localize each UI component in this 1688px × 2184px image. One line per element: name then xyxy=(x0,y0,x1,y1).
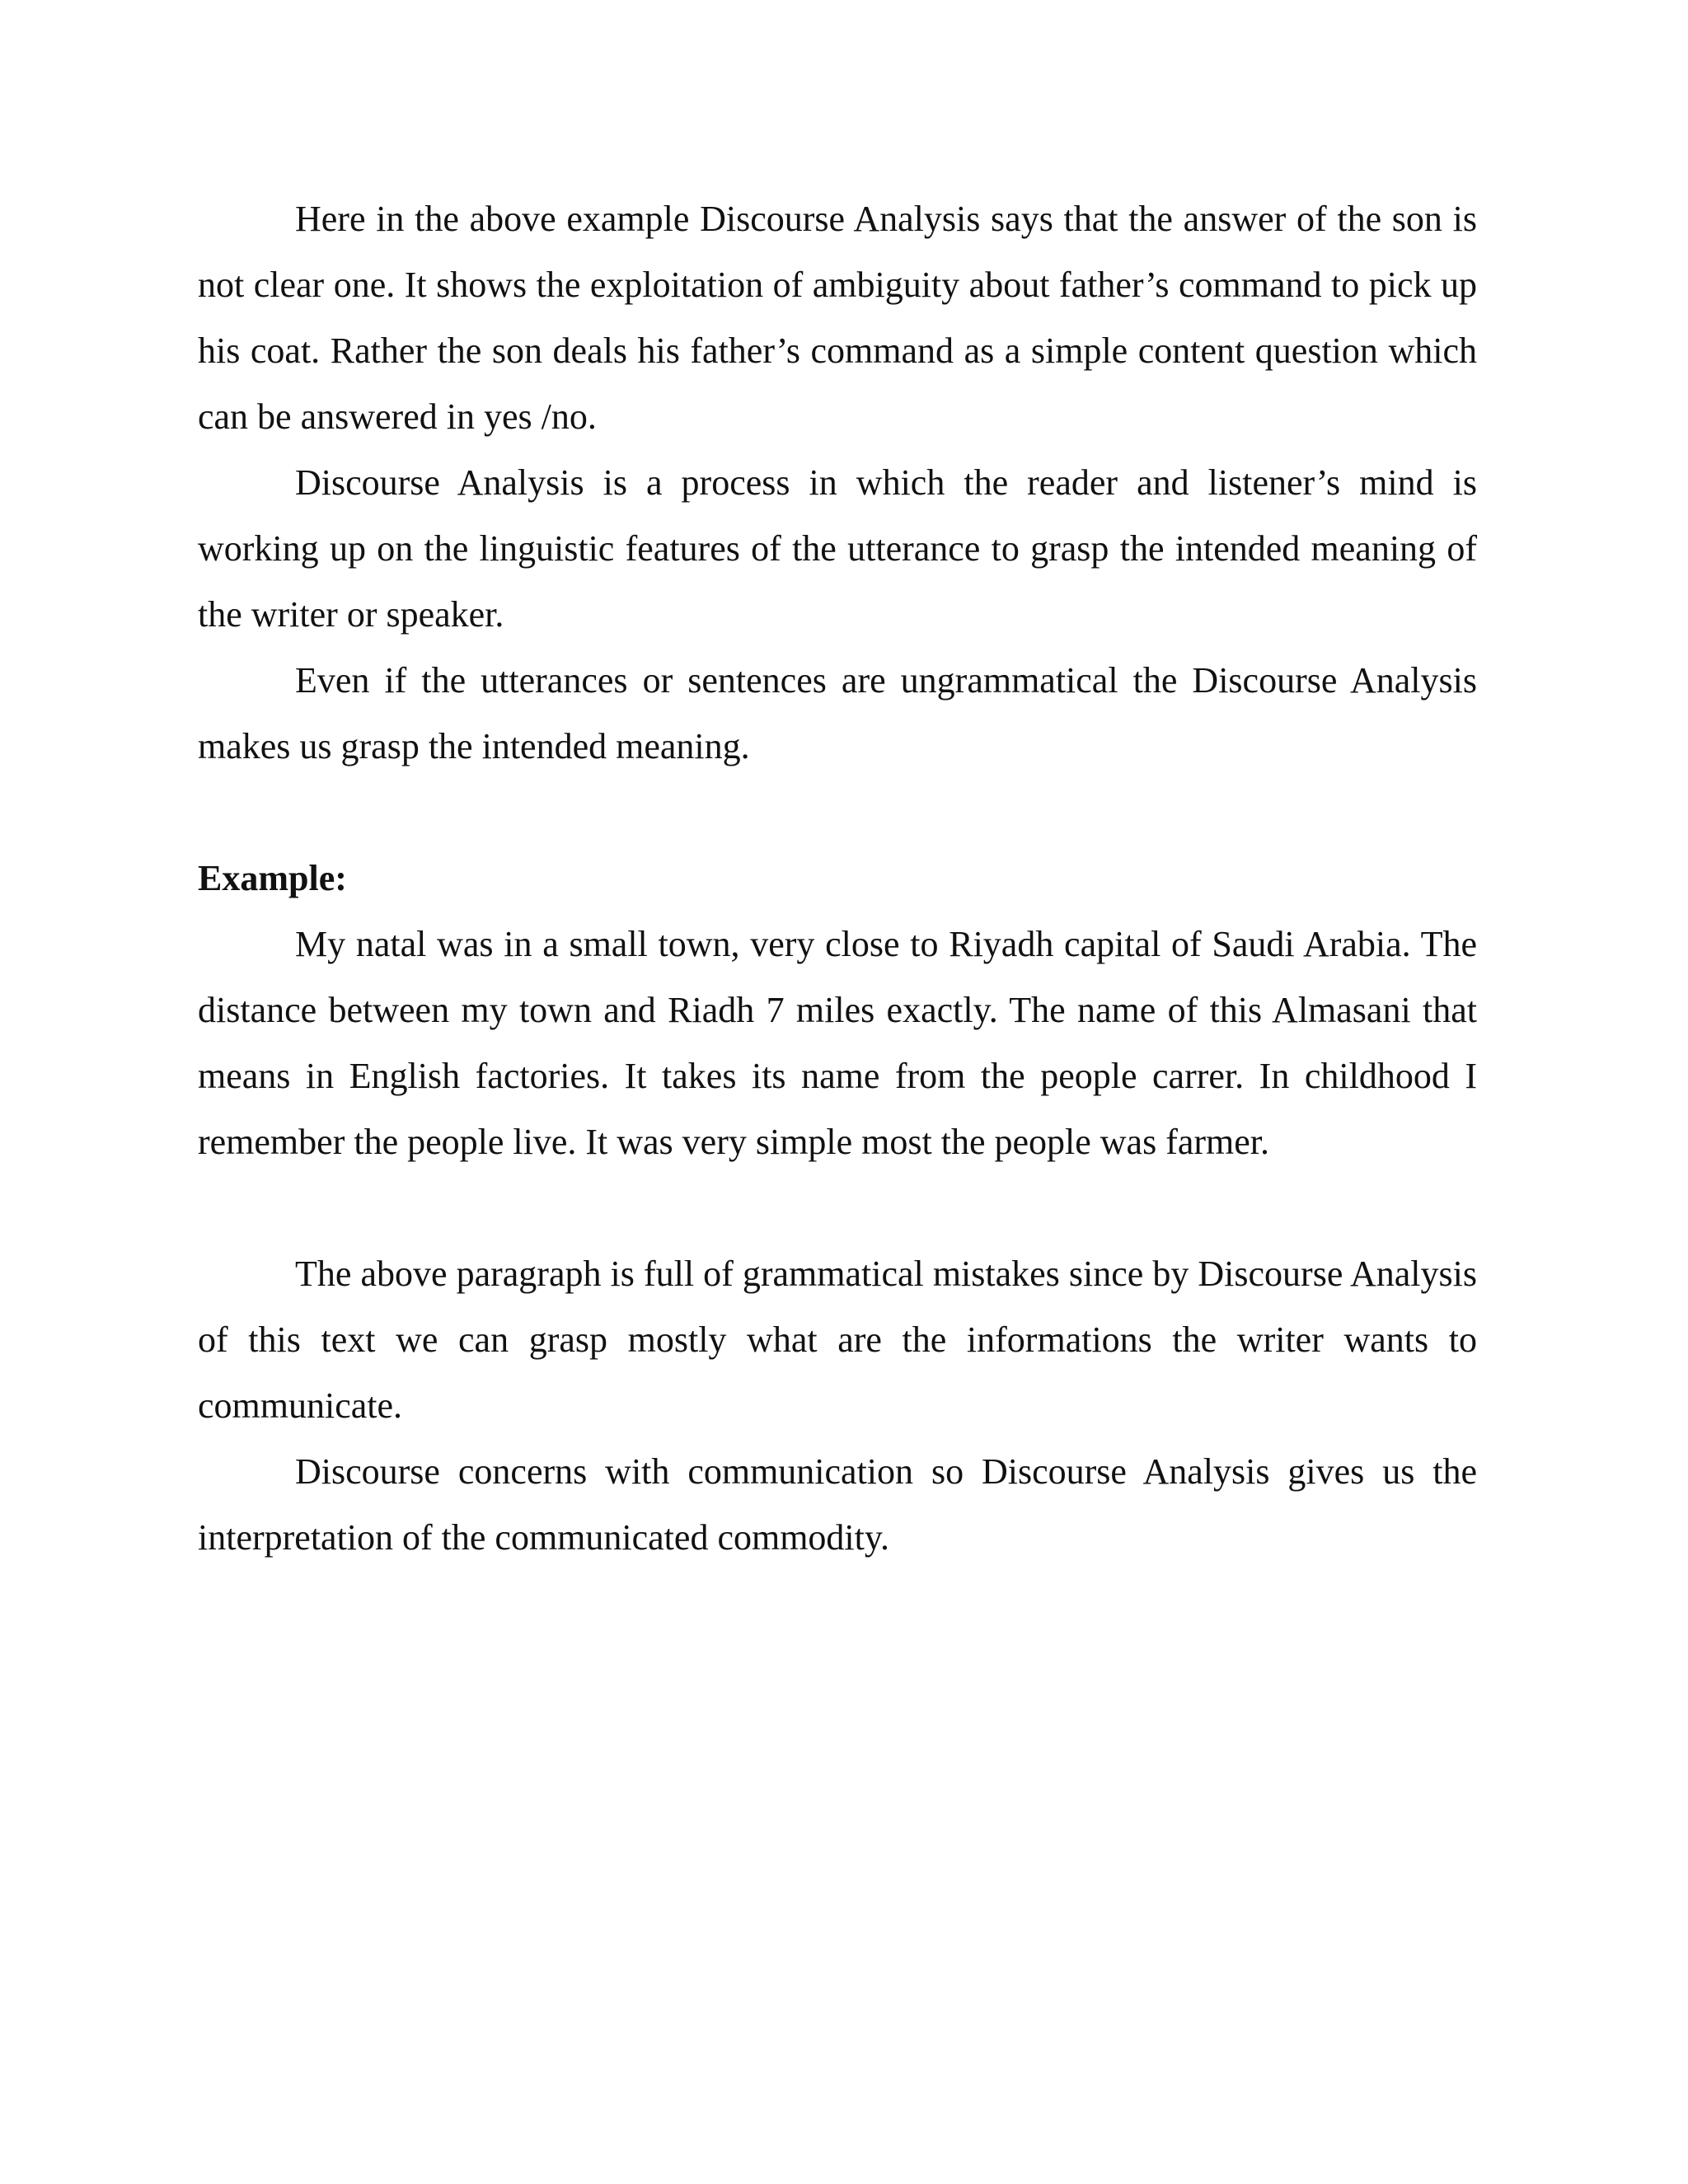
paragraph-ungrammatical-utterances: Even if the utterances or sentences are ungrammatical the Discourse Analysis makes us grasp the intended meaning. xyxy=(198,660,1477,766)
paragraph-discourse-process: Discourse Analysis is a process in which the reader and listener’s mind is working up on the linguistic features of the utterance to grasp the intended meaning of the writer or speaker. xyxy=(198,462,1477,635)
example-paragraph: My natal was in a small town, very close to Riyadh capital of Saudi Arabia. The distance between my town and Riadh 7 miles exactly. The name of this Almasani that means in English factories. It takes its name from the people carrer. In childhood I remember the people live. It was very simple most the people was farmer. xyxy=(198,924,1477,1162)
section-spacer xyxy=(198,780,1477,846)
paragraph-communication: Discourse concerns with communication so Discourse Analysis gives us the interpretation of the communicated commodity. xyxy=(198,1451,1477,1558)
example-heading: Example: xyxy=(198,858,347,898)
document-body xyxy=(198,186,1477,1571)
section-spacer xyxy=(198,1175,1477,1241)
paragraph-ambiguity-explanation: Here in the above example Discourse Analysis says that the answer of the son is not clear one. It shows the exploitation of ambiguity about father’s command to pick up his coat. Rather the son deals his father’s command as a simple content question which can be answered in yes /no. xyxy=(198,199,1477,437)
paragraph-grammatical-mistakes: The above paragraph is full of grammatical mistakes since by Discourse Analysis of this text we can grasp mostly what are the informations the writer wants to communicate. xyxy=(198,1254,1477,1426)
